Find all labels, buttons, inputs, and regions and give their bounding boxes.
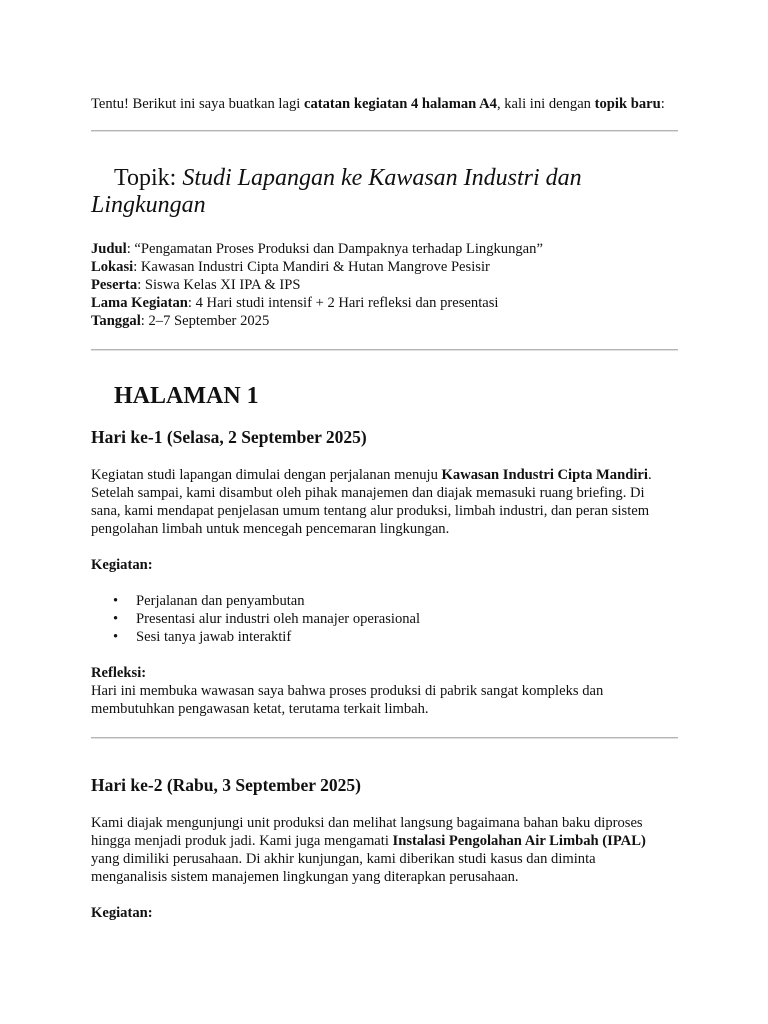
day1-text: pengolahan limbah untuk mencegah pencemaran lingkungan.: [91, 521, 450, 537]
meta-separator: :: [187, 295, 196, 311]
meta-value: 2–7 September 2025: [148, 313, 270, 329]
horizontal-divider: [91, 349, 678, 351]
intro-text: :: [660, 96, 665, 112]
day2-text: Kami diajak mengunjungi unit produksi dan melihat langsung bagaimana bahan baku diproses: [91, 815, 643, 831]
meta-label: Peserta: [91, 277, 138, 293]
day1-reflection-text: membutuhkan pengawasan ketat, terutama terkait limbah.: [91, 701, 429, 717]
meta-value: Siswa Kelas XI IPA & IPS: [144, 277, 301, 293]
meta-label: Lokasi: [91, 259, 134, 275]
meta-label: Lama Kegiatan: [91, 295, 188, 311]
list-item-text: Presentasi alur industri oleh manajer operasional: [136, 611, 421, 627]
horizontal-divider: [91, 130, 678, 132]
day2-heading: Hari ke-2 (Rabu, 3 September 2025): [91, 775, 361, 795]
bullet-icon: •: [113, 629, 119, 645]
list-item: [91, 592, 679, 610]
day2-paragraph: [91, 814, 679, 886]
meta-separator: :: [133, 259, 141, 275]
bullet-icon: •: [113, 611, 119, 627]
day1-reflection-text: Hari ini membuka wawasan saya bahwa proses produksi di pabrik sangat kompleks dan: [91, 683, 604, 699]
meta-separator: :: [140, 313, 149, 329]
day1-activities-label: Kegiatan:: [91, 557, 153, 573]
day1-text: Kegiatan studi lapangan dimulai dengan perjalanan menuju: [91, 467, 442, 483]
day2-text: hingga menjadi produk jadi. Kami juga mengamati: [91, 833, 393, 849]
horizontal-divider: [91, 737, 678, 739]
meta-row-lokasi: [91, 258, 679, 276]
meta-separator: :: [137, 277, 145, 293]
meta-value: 4 Hari studi intensif + 2 Hari refleksi dan presentasi: [195, 295, 499, 311]
day2-text: yang dimiliki perusahaan. Di akhir kunjungan, kami diberikan studi kasus dan diminta: [91, 851, 596, 867]
topic-title: Studi Lapangan ke Kawasan Industri dan Lingkungan: [91, 165, 582, 218]
meta-row-tanggal: [91, 312, 679, 330]
intro-text: , kali ini dengan: [496, 96, 595, 112]
day1-text: Setelah sampai, kami disambut oleh pihak manajemen dan diajak memasuki ruang briefing. Di: [91, 485, 645, 501]
list-item-text: Sesi tanya jawab interaktif: [136, 629, 292, 645]
meta-row-lama-kegiatan: [91, 294, 679, 312]
day1-reflection: [91, 664, 679, 718]
meta-value: Kawasan Industri Cipta Mandiri & Hutan Mangrove Pesisir: [140, 259, 490, 275]
topic-prefix: Topik:: [114, 165, 183, 191]
intro-bold-notes: catatan kegiatan 4 halaman A4: [303, 96, 497, 112]
day1-heading: Hari ke-1 (Selasa, 2 September 2025): [91, 427, 367, 447]
day1-text: sana, kami mendapat penjelasan umum tentang alur produksi, limbah industri, dan peran sistem: [91, 503, 650, 519]
intro-bold-topic: topik baru: [594, 96, 661, 112]
meta-label: Judul: [91, 241, 127, 257]
meta-row-peserta: [91, 276, 679, 294]
day2-bold-ipal: Instalasi Pengolahan Air Limbah (IPAL): [392, 833, 646, 849]
day2-text: menganalisis sistem manajemen lingkungan yang diterapkan perusahaan.: [91, 869, 519, 885]
day1-paragraph: [91, 466, 679, 538]
day1-activities-list: [91, 592, 679, 646]
page-heading: HALAMAN 1: [114, 383, 259, 409]
list-item: [91, 628, 679, 646]
list-item-text: Perjalanan dan penyambutan: [136, 593, 305, 609]
day2-activities-label: Kegiatan:: [91, 905, 153, 921]
topic-heading: [91, 165, 679, 219]
meta-info-block: [91, 240, 679, 330]
list-item: [91, 610, 679, 628]
meta-row-judul: [91, 240, 679, 258]
intro-paragraph: [91, 95, 679, 113]
day1-text: .: [647, 467, 652, 483]
document-page: [91, 95, 679, 922]
day1-bold-location: Kawasan Industri Cipta Mandiri: [441, 467, 648, 483]
meta-value: “Pengamatan Proses Produksi dan Dampaknya terhadap Lingkungan”: [134, 241, 543, 257]
meta-separator: :: [126, 241, 135, 257]
bullet-icon: •: [113, 593, 119, 609]
day1-reflection-label: Refleksi:: [91, 665, 147, 681]
meta-label: Tanggal: [91, 313, 141, 329]
intro-text: Tentu! Berikut ini saya buatkan lagi: [91, 96, 304, 112]
